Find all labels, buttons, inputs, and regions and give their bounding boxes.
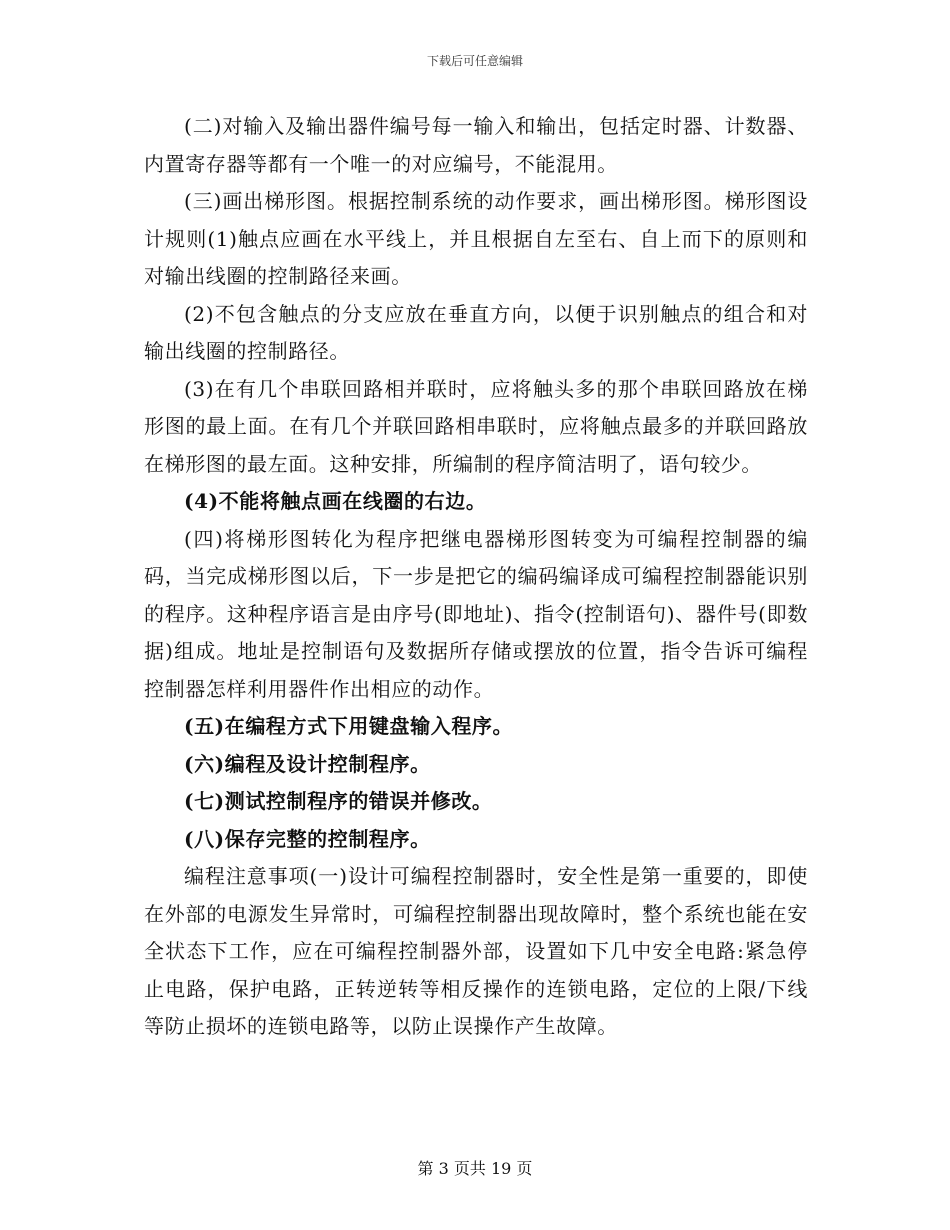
paragraph-rule-2: (2)不包含触点的分支应放在垂直方向，以便于识别触点的组合和对输出线圈的控制路径。	[144, 301, 808, 363]
paragraph-rule-3: (3)在有几个串联回路相并联时，应将触头多的那个串联回路放在梯形图的最上面。在有几个并联回路相串联时，应将触点最多的并联回路放在梯形图的最左面。这种安排，所编制的程序简洁明了，语句较少。	[144, 376, 808, 476]
paragraph-step-8: (八)保存完整的控制程序。	[184, 826, 431, 851]
paragraph-rule-4: (4)不能将触点画在线圈的右边。	[184, 489, 487, 513]
paragraph-convert-program: (四)将梯形图转化为程序把继电器梯形图转变为可编程控制器的编码，当完成梯形图以后，下一步是把它的编码编译成可编程控制器能识别的程序。这种程序语言是由序号(即地址)、指令(控制语句)、器件号(即数据)组成。地址是控制语句及数据所存储或摆放的位置，指令告诉可编程控制器怎样利用器件作出相应的动作。	[144, 526, 808, 701]
page-header: 下载后可任意编辑	[426, 54, 523, 68]
paragraph-step-7: (七)测试控制程序的错误并修改。	[184, 789, 493, 813]
paragraph-safety-notes: 编程注意事项(一)设计可编程控制器时，安全性是第一重要的，即使在外部的电源发生异常时，可编程控制器出现故障时，整个系统也能在安全状态下工作，应在可编程控制器外部，设置如下几中安全电路:紧急停止电路，保护电路，正转逆转等相反操作的连锁电路，定位的上限/下线等防止损坏的连锁电路等，以防止误操作产生故障。	[144, 864, 808, 1038]
paragraph-step-6: (六)编程及设计控制程序。	[184, 751, 431, 776]
paragraph-draw-ladder: (三)画出梯形图。根据控制系统的动作要求，画出梯形图。梯形图设计规则(1)触点应画在水平线上，并且根据自左至右、自上而下的原则和对输出线圈的控制路径来画。	[144, 189, 808, 288]
document-body	[144, 108, 808, 1046]
page-number: 第 3 页共 19 页	[417, 1159, 533, 1178]
paragraph-device-numbering: (二)对输入及输出器件编号每一输入和输出，包括定时器、计数器、内置寄存器等都有一个唯一的对应编号，不能混用。	[144, 114, 808, 176]
paragraph-step-5: (五)在编程方式下用键盘输入程序。	[184, 714, 514, 738]
